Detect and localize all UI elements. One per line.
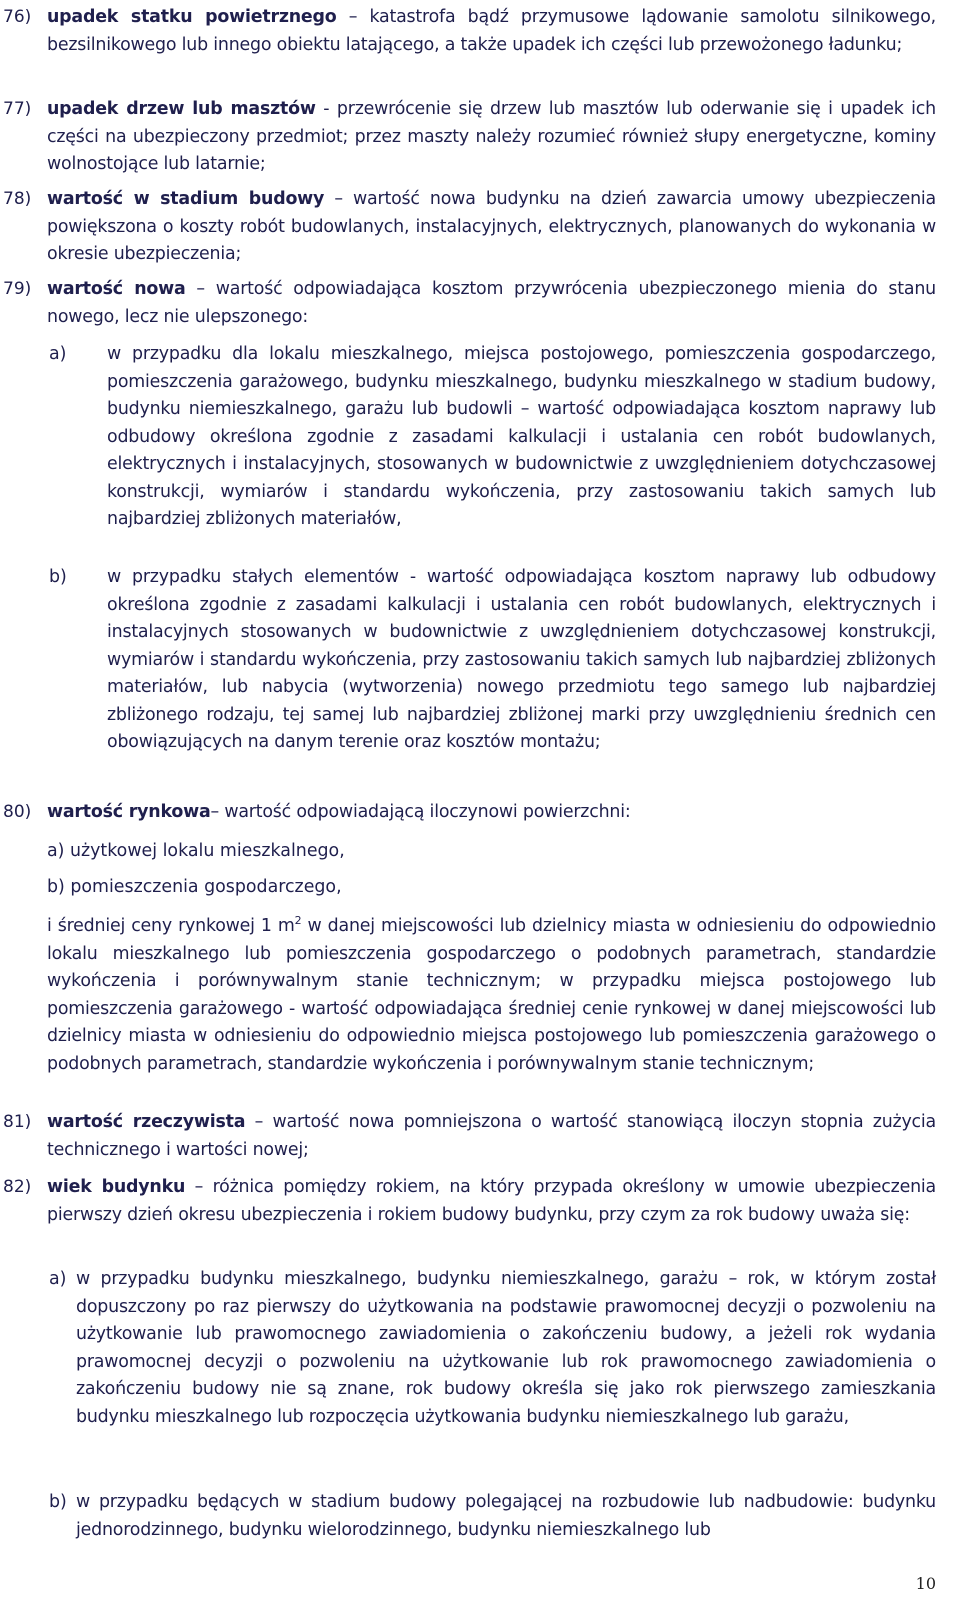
definition-text <box>47 4 936 59</box>
defined-term: wiek budynku <box>47 1177 186 1197</box>
item-number: 76) <box>3 7 32 27</box>
page-number: 10 <box>915 1574 936 1593</box>
definition-body: – wartość nowa budynku na dzień zawarcia umowy ubezpieczenia powiększona o koszty robót budowlanych, instalacyjnych, elektrycznych, planowanych do wykonania w okresie ubezpieczenia; <box>47 189 937 264</box>
defined-term: wartość rynkowa <box>47 802 211 822</box>
definition-text <box>47 186 936 269</box>
defined-term: wartość w stadium budowy <box>47 189 325 209</box>
continuation-part-2: w danej miejscowości lub dzielnicy miasta w odniesieniu do odpowiednio lokalu mieszkalnego lub pomieszczenia gospodarczego o podobnych parametrach, standardzie wykończenia i porównywalnym stanie technicznym; w przypadku miejsca postojowego lub pomieszczenia garażowego - wartość odpowiadająca średniej cenie rynkowej w danej miejscowości lub dzielnicy miasta w odniesieniu do odpowiednio miejsca postojowego lub pomieszczenia garażowego o podobnych parametrach, standardzie wykończenia i porównywalnym stanie technicznym; <box>47 916 936 1074</box>
definition-76 <box>0 4 960 59</box>
sub-item-text: w przypadku dla lokalu mieszkalnego, miejsca postojowego, pomieszczenia gospodarczego, pomieszczenia garażowego, budynku mieszkalnego, budynku mieszkalnego w stadium budowy, budynku niemieszkalnego, garażu lub budowli – wartość odpowiadająca kosztom naprawy lub odbudowy określona zgodnie z zasadami kalkulacji i ustalania cen robót budowlanych, elektrycznych i instalacyjnych, stosowanych w budownictwie z uwzględnieniem dotychczasowej konstrukcji, wymiarów i standardu wykończenia, przy zastosowaniu takich samych lub najbardziej zbliżonych materiałów, <box>107 344 936 529</box>
definition-81 <box>0 1109 960 1164</box>
definition-82-sub-a <box>0 1266 960 1431</box>
sub-item-text: w przypadku stałych elementów - wartość odpowiadająca kosztom naprawy lub odbudowy określona zgodnie z zasadami kalkulacji i ustalania cen robót budowlanych, elektrycznych i instalacyjnych stosowanych w budownictwie z uwzględnieniem dotychczasowej konstrukcji, wymiarów i standardu wykończenia, przy zastosowaniu takich samych lub najbardziej zbliżonych materiałów, lub nabycia (wytworzenia) nowego przedmiotu tego samego lub najbardziej zbliżonego rodzaju, tej samej lub najbardziej zbliżonej marki przy uwzględnieniu średnich cen obowiązujących na danym terenie oraz kosztów montażu; <box>107 567 936 752</box>
definition-79-sub-a <box>0 341 960 534</box>
definition-text <box>47 96 936 179</box>
definition-text <box>47 1174 936 1229</box>
item-number: 81) <box>3 1112 32 1132</box>
sub-item-label: b) <box>49 567 67 587</box>
item-number: 82) <box>3 1177 32 1197</box>
sub-item-text: w przypadku będących w stadium budowy polegającej na rozbudowie lub nadbudowie: budynku jednorodzinnego, budynku wielorodzinnego, budynku niemieszkalnego lub <box>76 1492 936 1540</box>
item-number: 80) <box>3 802 32 822</box>
definition-body: - przewrócenie się drzew lub masztów lub oderwanie się i upadek ich części na ubezpieczony przedmiot; przez maszty należy rozumieć również słupy energetyczne, kominy wolnostojące lub latarnie; <box>47 99 936 174</box>
defined-term: wartość nowa <box>47 279 186 299</box>
item-number: 78) <box>3 189 32 209</box>
sub-item-text: w przypadku budynku mieszkalnego, budynku niemieszkalnego, garażu – rok, w którym został dopuszczony po raz pierwszy do użytkowania na podstawie prawomocnej decyzji o pozwoleniu na użytkowanie lub prawomocnego zawiadomienia o zakończeniu budowy, a jeżeli rok wydania prawomocnej decyzji o pozwoleniu na użytkowanie lub rok prawomocnego zawiadomienia o zakończeniu budowy nie są znane, rok budowy określa się jako rok pierwszego zamieszkania budynku mieszkalnego lub rozpoczęcia użytkowania budynku niemieszkalnego lub garażu, <box>76 1269 936 1427</box>
definition-79-sub-b <box>0 564 960 757</box>
item-number: 77) <box>3 99 32 119</box>
definition-80 <box>0 799 960 827</box>
definition-80-continuation <box>0 913 960 1078</box>
definition-body: – różnica pomiędzy rokiem, na który przypada określony w umowie ubezpieczenia pierwszy dzień okresu ubezpieczenia i rokiem budowy budynku, przy czym za rok budowy uważa się: <box>47 1177 936 1225</box>
definition-text <box>47 276 936 331</box>
definition-body: – katastrofa bądź przymusowe lądowanie samolotu silnikowego, bezsilnikowego lub innego obiektu latającego, a także upadek ich części lub przewożonego ładunku; <box>47 7 936 55</box>
continuation-text <box>47 913 936 1078</box>
definition-78 <box>0 186 960 269</box>
definition-82-sub-b <box>0 1489 960 1544</box>
continuation-part-1: i średniej ceny rynkowej 1 m <box>47 916 295 936</box>
definition-text <box>47 799 936 827</box>
definition-text <box>47 1109 936 1164</box>
definition-body: – wartość nowa pomniejszona o wartość stanowiącą iloczyn stopnia zużycia technicznego i wartości nowej; <box>47 1112 936 1160</box>
sub-item-label: b) <box>49 1492 67 1512</box>
definition-80-sub-b: b) pomieszczenia gospodarczego, <box>47 877 342 897</box>
definition-82 <box>0 1174 960 1229</box>
definition-79 <box>0 276 960 331</box>
defined-term: upadek statku powietrznego <box>47 7 337 27</box>
sub-item-label: a) <box>49 1269 67 1289</box>
definition-body: – wartość odpowiadająca kosztom przywrócenia ubezpieczonego mienia do stanu nowego, lecz nie ulepszonego: <box>47 279 936 327</box>
defined-term: upadek drzew lub masztów <box>47 99 316 119</box>
definition-body: – wartość odpowiadającą iloczynowi powierzchni: <box>210 802 631 822</box>
sub-item-label: a) <box>49 344 67 364</box>
definition-77 <box>0 96 960 179</box>
defined-term: wartość rzeczywista <box>47 1112 246 1132</box>
superscript: 2 <box>294 914 302 928</box>
item-number: 79) <box>3 279 32 299</box>
definition-80-sub-a: a) użytkowej lokalu mieszkalnego, <box>47 841 345 861</box>
